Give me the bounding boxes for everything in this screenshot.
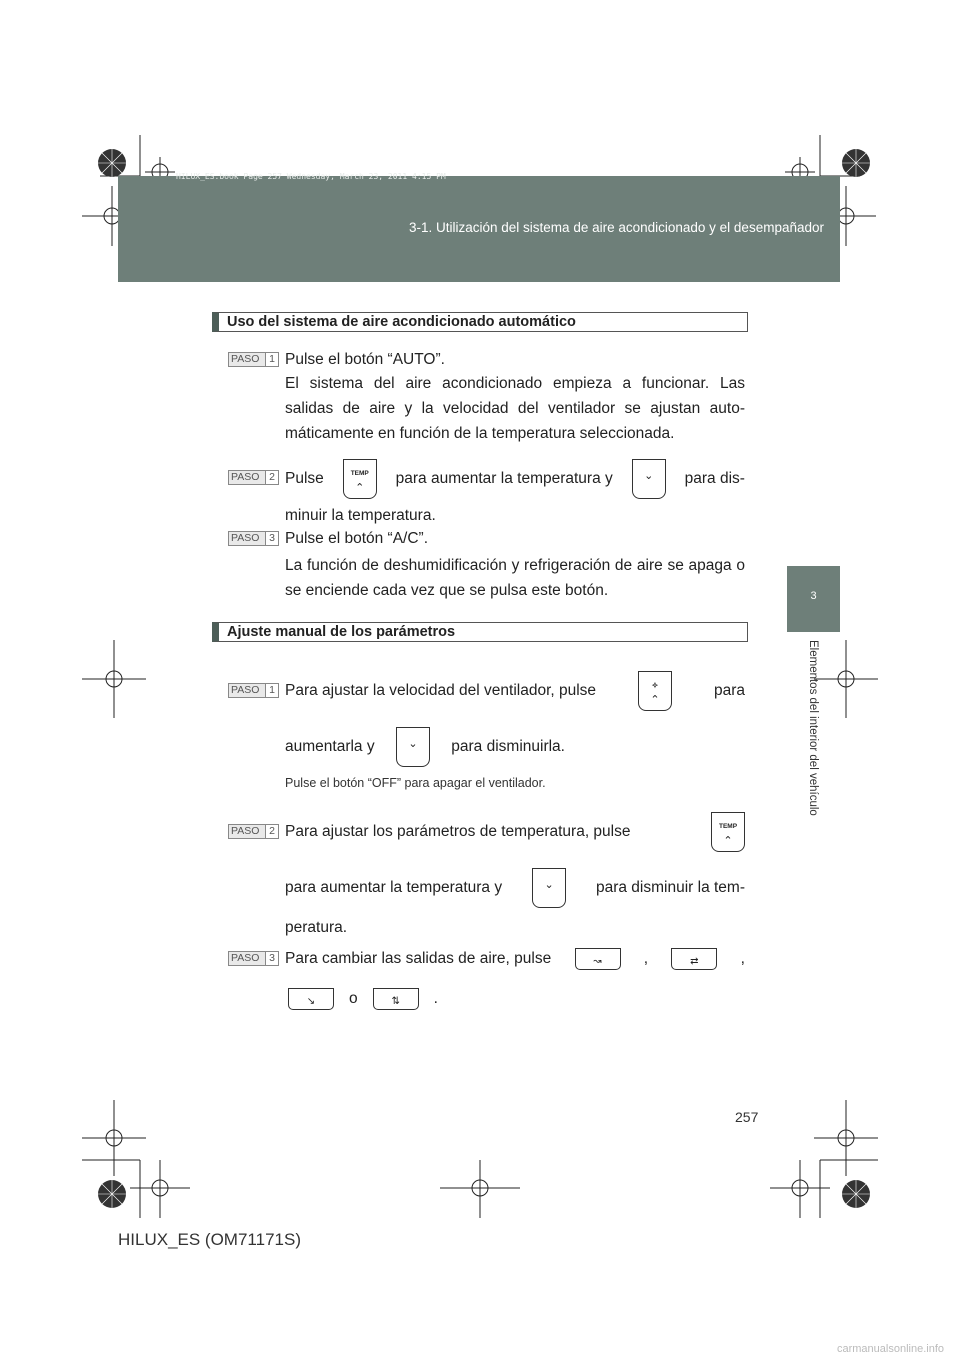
step-line: aumentarla y ⌄ para disminuirla. [285, 726, 565, 768]
watermark: carmanualsonline.info [836, 1343, 944, 1355]
fan-icon: ✧ [651, 681, 659, 690]
step-line: ↘ o ⇅ . [288, 988, 438, 1010]
chevron-up-icon: ⌃ [650, 694, 660, 706]
chevron-up-icon: ⌃ [723, 835, 733, 847]
step-badge: PASO 3 [228, 951, 279, 966]
step-detail: La función de deshumidificación y refrigeración de aire se apaga o se enciende cada vez que se pulsa este botón. [285, 557, 745, 599]
feet-vent-icon: ↘ [306, 996, 316, 1007]
step-badge: PASO 2 [228, 824, 279, 839]
step-line: Pulse TEMP ⌃ para aumentar la temperatura y ⌄ para dis- [285, 458, 745, 500]
section-heading-manual: Ajuste manual de los parámetros [212, 622, 748, 642]
step-line: Para ajustar la velocidad del ventilador, pulse ✧ ⌃ para [285, 670, 745, 712]
fan-down-button[interactable] [396, 727, 430, 767]
step-text: Pulse el botón “AUTO”. [285, 351, 445, 368]
step-badge: PASO 2 [228, 470, 279, 485]
step-text: Pulse el botón “A/C”. [285, 530, 429, 547]
section-heading-auto: Uso del sistema de aire acondicionado automático [212, 312, 748, 332]
temp-up-button[interactable]: TEMP ⌃ [711, 812, 745, 852]
bilevel-vent-button[interactable] [671, 948, 717, 970]
chapter-title-vertical [787, 640, 840, 880]
feet-vent-button[interactable] [288, 988, 334, 1010]
bilevel-vent-icon: ⇄ [690, 956, 699, 967]
temp-down-button[interactable] [532, 868, 566, 908]
step-badge: PASO 1 [228, 683, 279, 698]
step-line: minuir la temperatura. [285, 507, 436, 524]
header-band [118, 176, 840, 282]
step-line: Para ajustar los parámetros de temperatura, pulse TEMP ⌃ [285, 811, 745, 853]
fan-up-button[interactable] [638, 671, 672, 711]
chapter-title: Elementos del interior del vehículo [807, 640, 819, 816]
page-number: 257 [735, 1109, 759, 1125]
section-title: 3-1. Utilización del sistema de aire acondicionado y el desempañador [409, 220, 824, 235]
model-code: HILUX_ES (OM71171S) [118, 1230, 301, 1249]
step-detail: El sistema del aire acondicionado empieza a funcionar. Las salidas de aire y la velocidad del ventilador se ajustan auto-máticamente en función de la temperatura seleccionada. [285, 375, 745, 442]
chapter-number: 3 [810, 590, 817, 602]
face-vent-icon: ↝ [593, 956, 602, 967]
chevron-up-icon: ⌃ [355, 482, 365, 494]
step-badge: PASO 3 [228, 531, 279, 546]
temp-down-button[interactable] [632, 459, 666, 499]
feet-defrost-button[interactable] [373, 988, 419, 1010]
chevron-down-icon: ⌄ [644, 470, 654, 482]
chevron-down-icon: ⌄ [408, 738, 418, 750]
feet-defrost-icon: ⇅ [391, 996, 400, 1007]
face-vent-button[interactable] [575, 948, 621, 970]
chapter-tab [787, 566, 840, 632]
print-info: HILUX_ES.book Page 257 Wednesday, March 23, 2011 4:15 PM [176, 172, 446, 181]
temp-up-button[interactable]: TEMP ⌃ [343, 459, 377, 499]
step-line: para aumentar la temperatura y ⌄ para disminuir la tem- [285, 867, 745, 909]
note: Pulse el botón “OFF” para apagar el ventilador. [285, 776, 546, 790]
chevron-down-icon: ⌄ [544, 879, 554, 891]
step-line: peratura. [285, 919, 348, 936]
step-badge: PASO 1 [228, 352, 279, 367]
step-line: Para cambiar las salidas de aire, pulse ↝ , ⇄ , [285, 948, 745, 970]
